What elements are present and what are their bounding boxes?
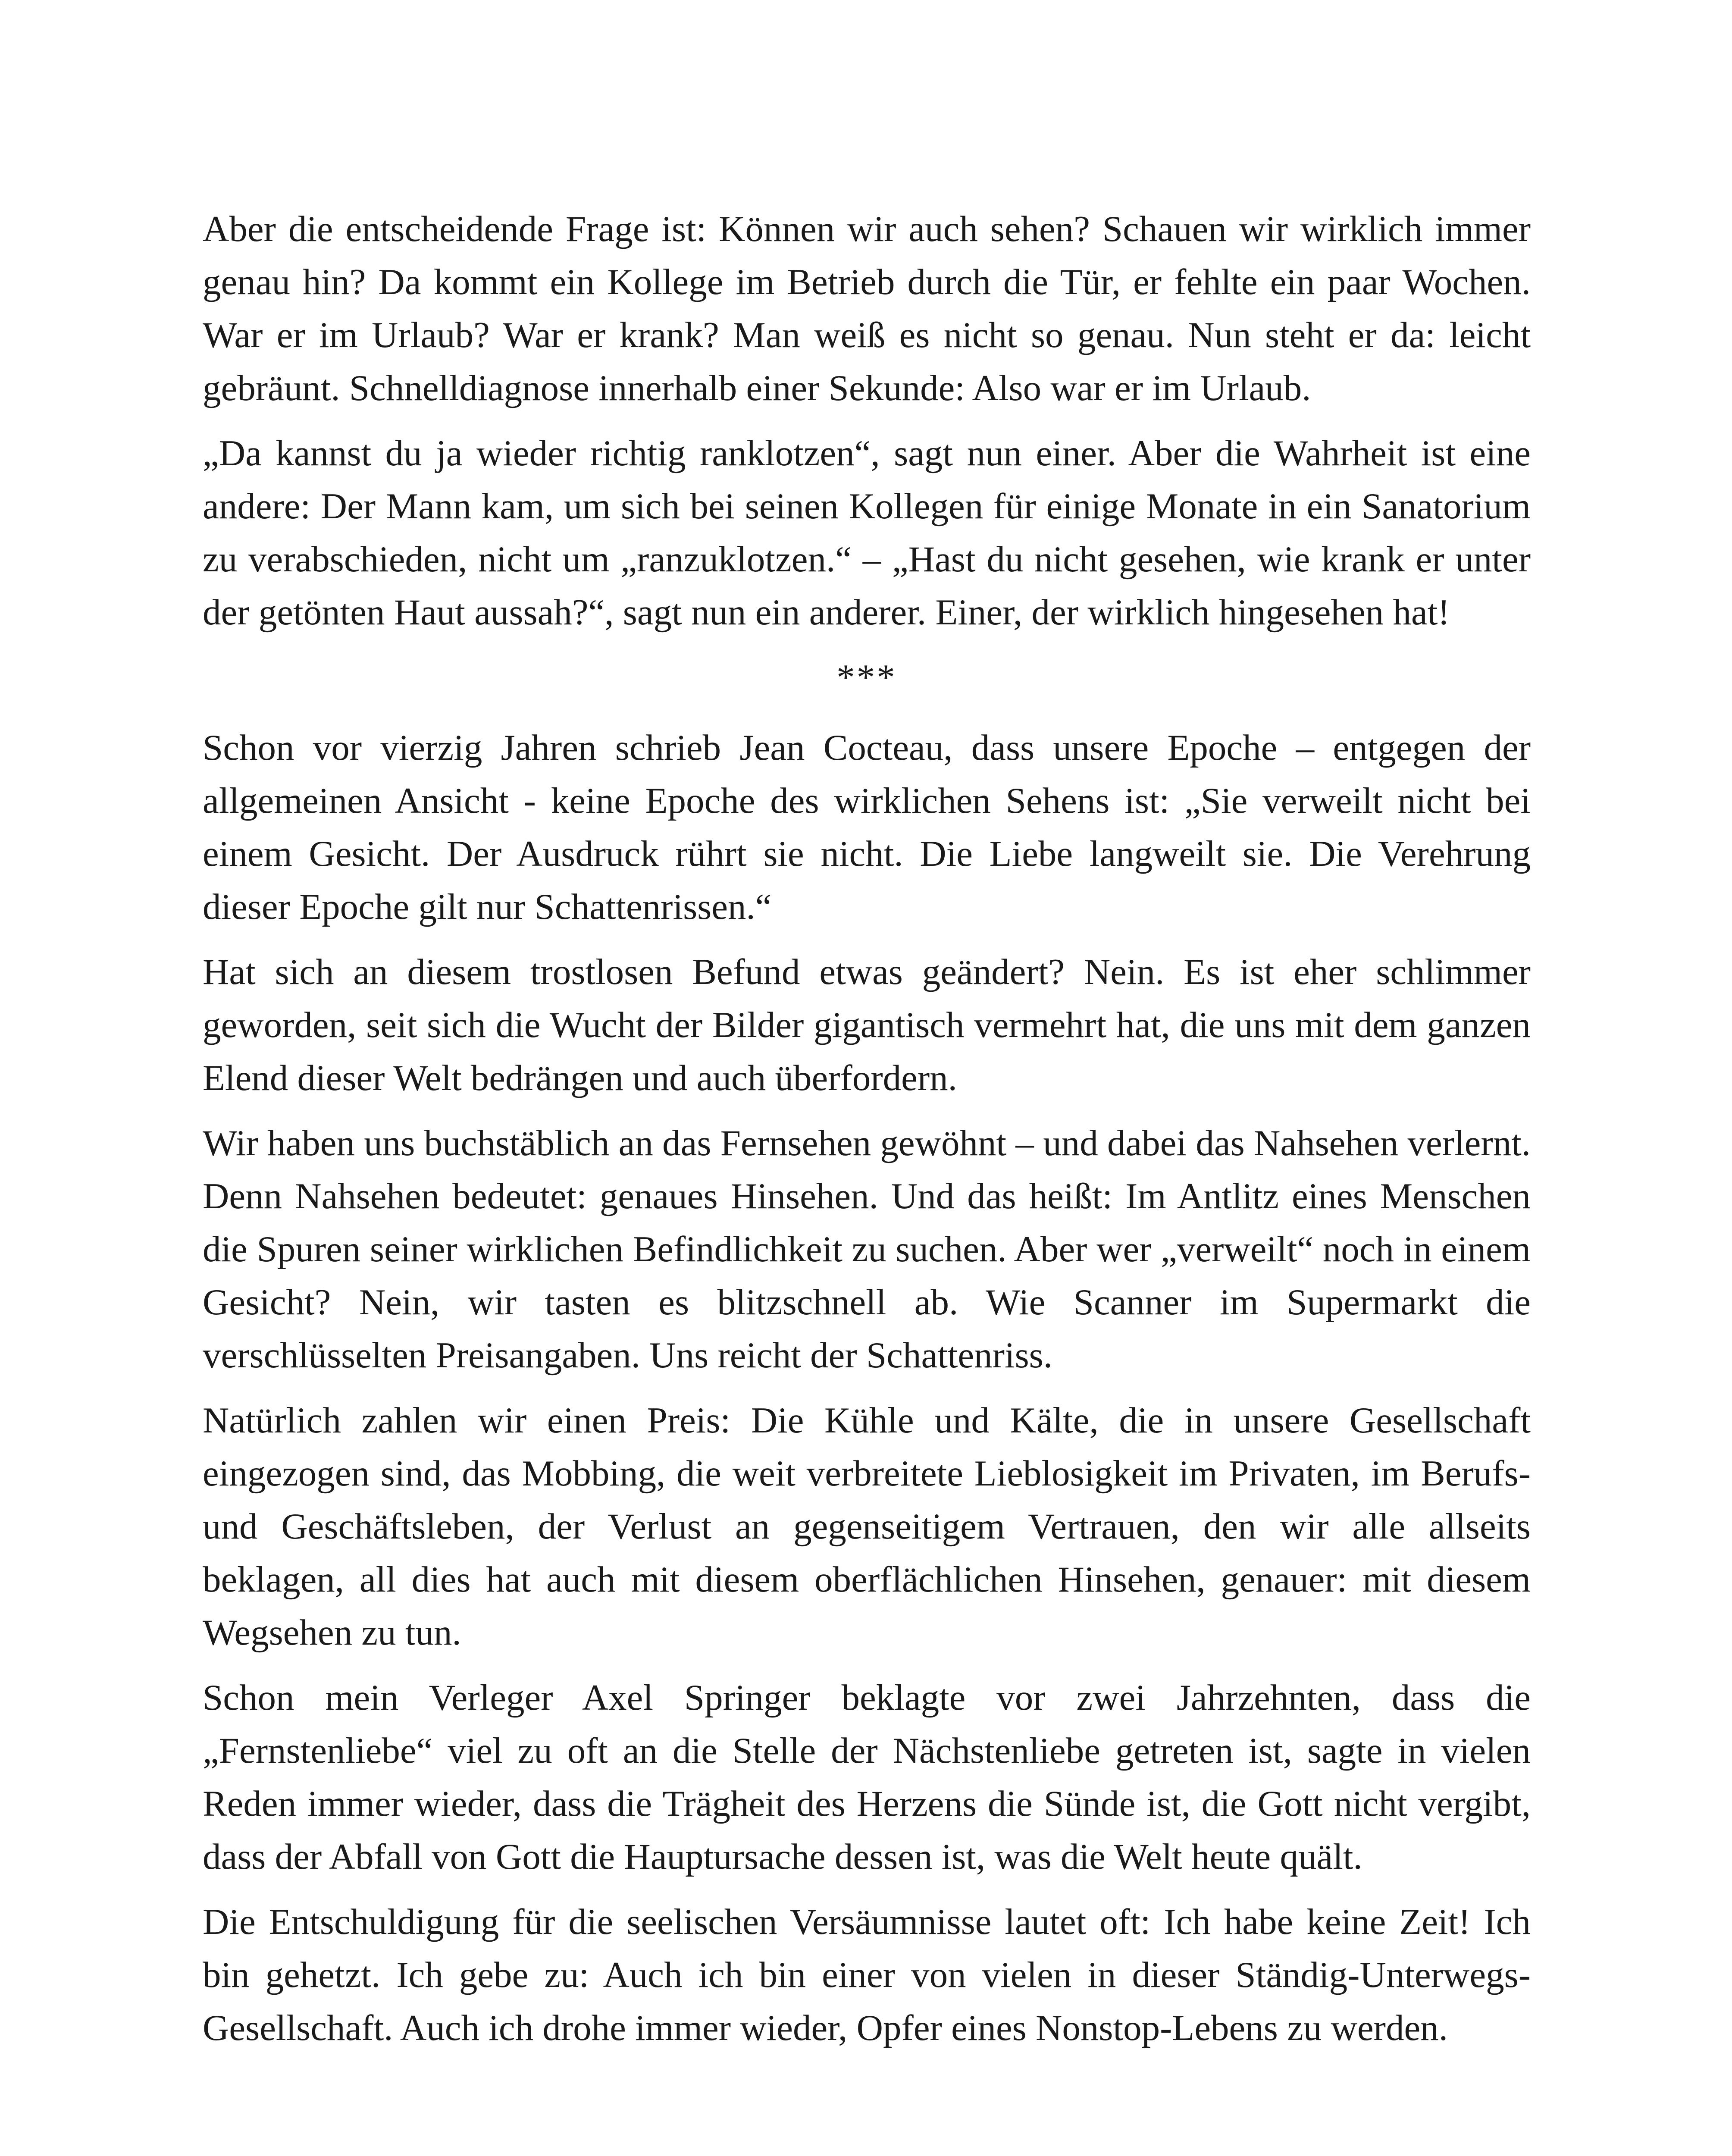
paragraph-4: Hat sich an diesem trostlosen Befund etwas geändert? Nein. Es ist eher schlimmer geworden, seit sich die Wucht der Bilder gigantisch vermehrt hat, die uns mit dem ganzen Elend dieser Welt bedrängen und auch überfordern. <box>203 952 1531 1098</box>
paragraph-7: Schon mein Verleger Axel Springer beklagte vor zwei Jahrzehnten, dass die „Fernstenliebe“ viel zu oft an die Stelle der Nächstenliebe getreten ist, sagte in vielen Reden immer wieder, dass die Trägheit des Herzens die Sünde ist, die Gott nicht vergibt, dass der Abfall von Gott die Hauptursache dessen ist, was die Welt heute quält. <box>203 1677 1531 1877</box>
paragraph-1: Aber die entscheidende Frage ist: Können wir auch sehen? Schauen wir wirklich immer genau hin? Da kommt ein Kollege im Betrieb durch die Tür, er fehlte ein paar Wochen. War er im Urlaub? War er krank? Man weiß es nicht so genau. Nun steht er da: leicht gebräunt. Schnelldiagnose innerhalb einer Sekunde: Also war er im Urlaub. <box>203 209 1531 408</box>
paragraph-3: Schon vor vierzig Jahren schrieb Jean Cocteau, dass unsere Epoche – entgegen der allgemeinen Ansicht - keine Epoche des wirklichen Sehens ist: „Sie verweilt nicht bei einem Gesicht. Der Ausdruck rührt sie nicht. Die Liebe langweilt sie. Die Verehrung dieser Epoche gilt nur Schattenrissen.“ <box>203 727 1531 927</box>
body-text <box>203 203 1531 2067</box>
paragraph-5: Wir haben uns buchstäblich an das Fernsehen gewöhnt – und dabei das Nahsehen verlernt. Denn Nahsehen bedeutet: genaues Hinsehen. Und das heißt: Im Antlitz eines Menschen die Spuren seiner wirklichen Befindlichkeit zu suchen. Aber wer „verweilt“ noch in einem Gesicht? Nein, wir tasten es blitzschnell ab. Wie Scanner im Supermarkt die verschlüsselten Preisangaben. Uns reicht der Schattenriss. <box>203 1123 1531 1376</box>
paragraph-6: Natürlich zahlen wir einen Preis: Die Kühle und Kälte, die in unsere Gesellschaft eingezogen sind, das Mobbing, die weit verbreitete Lieblosigkeit im Privaten, im Berufs- und Geschäftsleben, der Verlust an gegenseitigem Vertrauen, den wir alle allseits beklagen, all dies hat auch mit diesem oberflächlichen Hinsehen, genauer: mit diesem Wegsehen zu tun. <box>203 1400 1531 1653</box>
section-separator: *** <box>836 657 897 698</box>
paragraph-2: „Da kannst du ja wieder richtig ranklotzen“, sagt nun einer. Aber die Wahrheit ist eine andere: Der Mann kam, um sich bei seinen Kollegen für einige Monate in ein Sanatorium zu verabschieden, nicht um „ranzuklotzen.“ – „Hast du nicht gesehen, wie krank er unter der getönten Haut aussah?“, sagt nun ein anderer. Einer, der wirklich hingesehen hat! <box>203 433 1531 633</box>
paragraph-8: Die Entschuldigung für die seelischen Versäumnisse lautet oft: Ich habe keine Zeit! Ich bin gehetzt. Ich gebe zu: Auch ich bin einer von vielen in dieser Ständig-Unterwegs-Gesellschaft. Auch ich drohe immer wieder, Opfer eines Nonstop-Lebens zu werden. <box>203 1902 1531 2048</box>
